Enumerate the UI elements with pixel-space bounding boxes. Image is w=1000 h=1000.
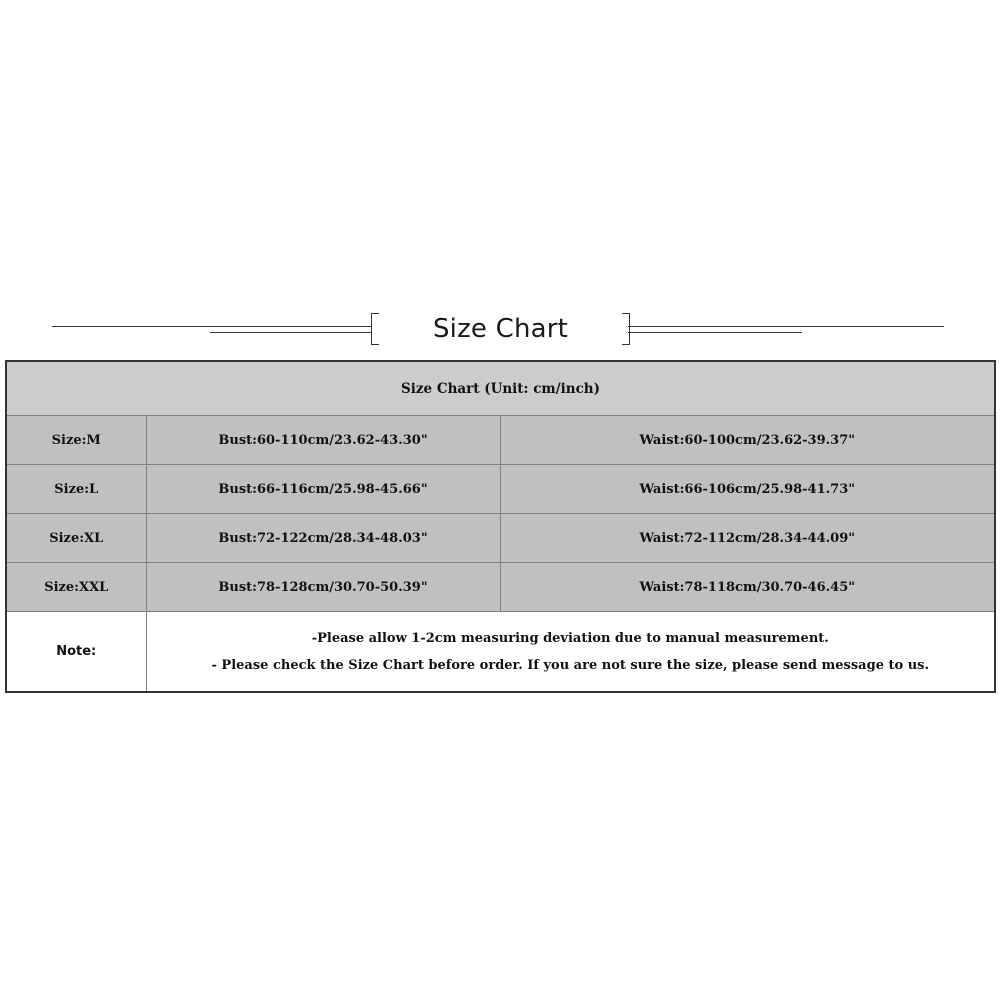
table-header: Size Chart (Unit: cm/inch) [6,361,995,416]
bust-cell: Bust:60-110cm/23.62-43.30" [146,416,500,465]
size-cell: Size:M [6,416,146,465]
table-row [6,416,995,465]
size-cell: Size:XXL [6,563,146,612]
note-row [6,612,995,693]
bust-cell: Bust:72-122cm/28.34-48.03" [146,514,500,563]
table-row [6,514,995,563]
note-content [146,612,995,693]
table-row [6,563,995,612]
note-line: -Please allow 1-2cm measuring deviation due to manual measurement. [311,630,829,646]
waist-cell: Waist:66-106cm/25.98-41.73" [500,465,995,514]
table-row [6,465,995,514]
waist-cell: Waist:78-118cm/30.70-46.45" [500,563,995,612]
page-title: Size Chart [432,314,569,344]
decorative-line [210,332,372,333]
size-cell: Size:XL [6,514,146,563]
decorative-line [628,332,802,333]
note-line: - Please check the Size Chart before order. If you are not sure the size, please send message to us. [211,657,929,673]
title-frame [371,313,630,345]
decorative-line [52,326,372,327]
size-chart-table [5,360,996,693]
waist-cell: Waist:60-100cm/23.62-39.37" [500,416,995,465]
size-cell: Size:L [6,465,146,514]
decorative-line [628,326,944,327]
title-banner [0,300,1000,360]
note-label: Note: [6,612,146,693]
bust-cell: Bust:78-128cm/30.70-50.39" [146,563,500,612]
bust-cell: Bust:66-116cm/25.98-45.66" [146,465,500,514]
table-header-row [6,361,995,416]
waist-cell: Waist:72-112cm/28.34-44.09" [500,514,995,563]
